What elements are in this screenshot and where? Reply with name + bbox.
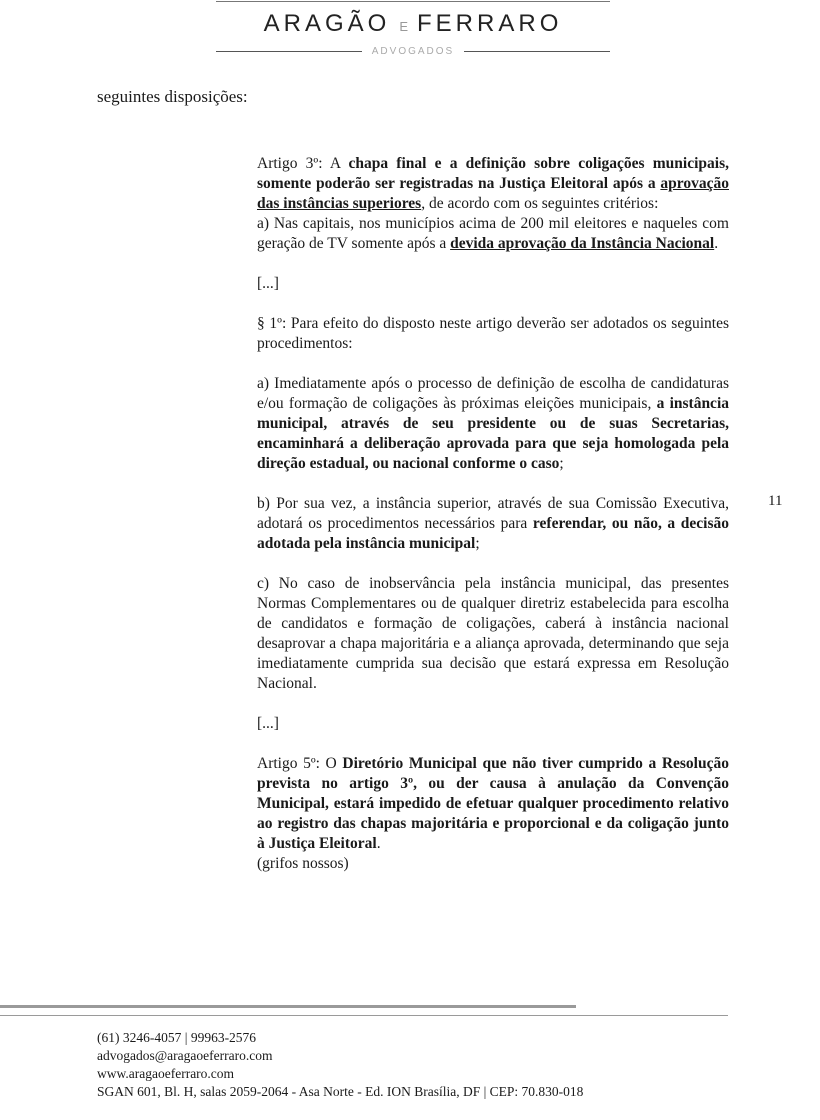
article-5-paragraph [257,754,729,874]
article-3-paragraph [257,154,729,254]
ellipsis-2: [...] [257,715,279,732]
procedure-a-bold: a instância municipal, através de seu presidente ou de suas Secretarias, encaminhará a deliberação aprovada para que seja homologada pela direção estadual, ou nacional conforme o caso [257,395,729,472]
emphasis-note: (grifos nossos) [257,855,349,872]
footer-phone: (61) 3246-4057 | 99963-2576 [97,1030,257,1045]
footer-website: www.aragaoeferraro.com [97,1066,235,1081]
article-5-intro: Artigo 5º: O [257,755,343,772]
procedure-c: c) No caso de inobservância pela instância municipal, das presentes Normas Complementares ou de qualquer diretriz estabelecida para escolha de candidatos e formação de coligações, caberá à instância nacional desaprovar a chapa majoritária e a aliança aprovada, determinando que seja imediatamente cumprida sua decisão que estará expressa em Resolução Nacional. [257,575,729,692]
procedure-b [257,494,729,554]
footer-thick-rule [0,1005,576,1008]
lead-text: seguintes disposições: [97,87,248,106]
firm-logo [216,10,610,38]
article-3-underlined: aprovação das instâncias superiores [257,175,729,212]
article-3-intro: Artigo 3º: A [257,155,349,172]
brand-conjunction: E [399,19,409,34]
footer-thin-rule [0,1015,728,1016]
procedure-b-bold: referendar, ou não, a decisão adotada pela instância municipal [257,515,729,552]
page-number: 11 [768,493,783,509]
brand-name-left: ARAGÃO [263,10,391,37]
footer-address: SGAN 601, Bl. H, salas 2059-2064 - Asa Norte - Ed. ION Brasília, DF | CEP: 70.830-018 [97,1084,584,1099]
procedure-a [257,374,729,474]
procedure-b-text: b) Por sua vez, a instância superior, através de sua Comissão Executiva, adotará os procedimentos necessários para [257,495,729,532]
quoted-regulation [257,154,729,894]
procedure-b-end: ; [475,535,480,552]
article-5-bold: Diretório Municipal que não tiver cumprido a Resolução prevista no artigo 3º, ou der causa à anulação da Convenção Municipal, estará impedido de efetuar qualquer procedimento relativo ao registro das chapas majoritária e proporcional e da coligação junto à Justiça Eleitoral [257,755,729,852]
firm-subtitle-row [216,44,610,58]
header-top-rule [216,1,610,2]
procedure-a-text: a) Imediatamente após o processo de definição de escolha de candidaturas e/ou formação de coligações às próximas eleições municipais, [257,375,729,412]
subtitle-right-rule [464,51,610,52]
procedure-a-end: ; [559,455,564,472]
ellipsis-1: [...] [257,275,279,292]
brand-name-right: FERRARO [417,10,563,37]
firm-subtitle: ADVOGADOS [371,45,455,57]
article-5-period: . [376,835,381,852]
item-a-period: . [714,235,719,252]
article-3-criteria: , de acordo com os seguintes critérios: [421,195,659,212]
footer-contact [97,1029,583,1101]
paragraph-1-heading: § 1º: Para efeito do disposto neste artigo deverão ser adotados os seguintes procedimentos: [257,315,729,352]
item-a-capitals: a) Nas capitais, nos municípios acima de 200 mil eleitores e naqueles com geração de TV somente após a [257,215,729,252]
article-3-bold: chapa final e a definição sobre coligações municipais, somente poderão ser registradas na Justiça Eleitoral após a [257,155,729,192]
item-a-underlined: devida aprovação da Instância Nacional [450,235,715,252]
footer-email: advogados@aragaoeferraro.com [97,1048,273,1063]
subtitle-left-rule [216,51,362,52]
